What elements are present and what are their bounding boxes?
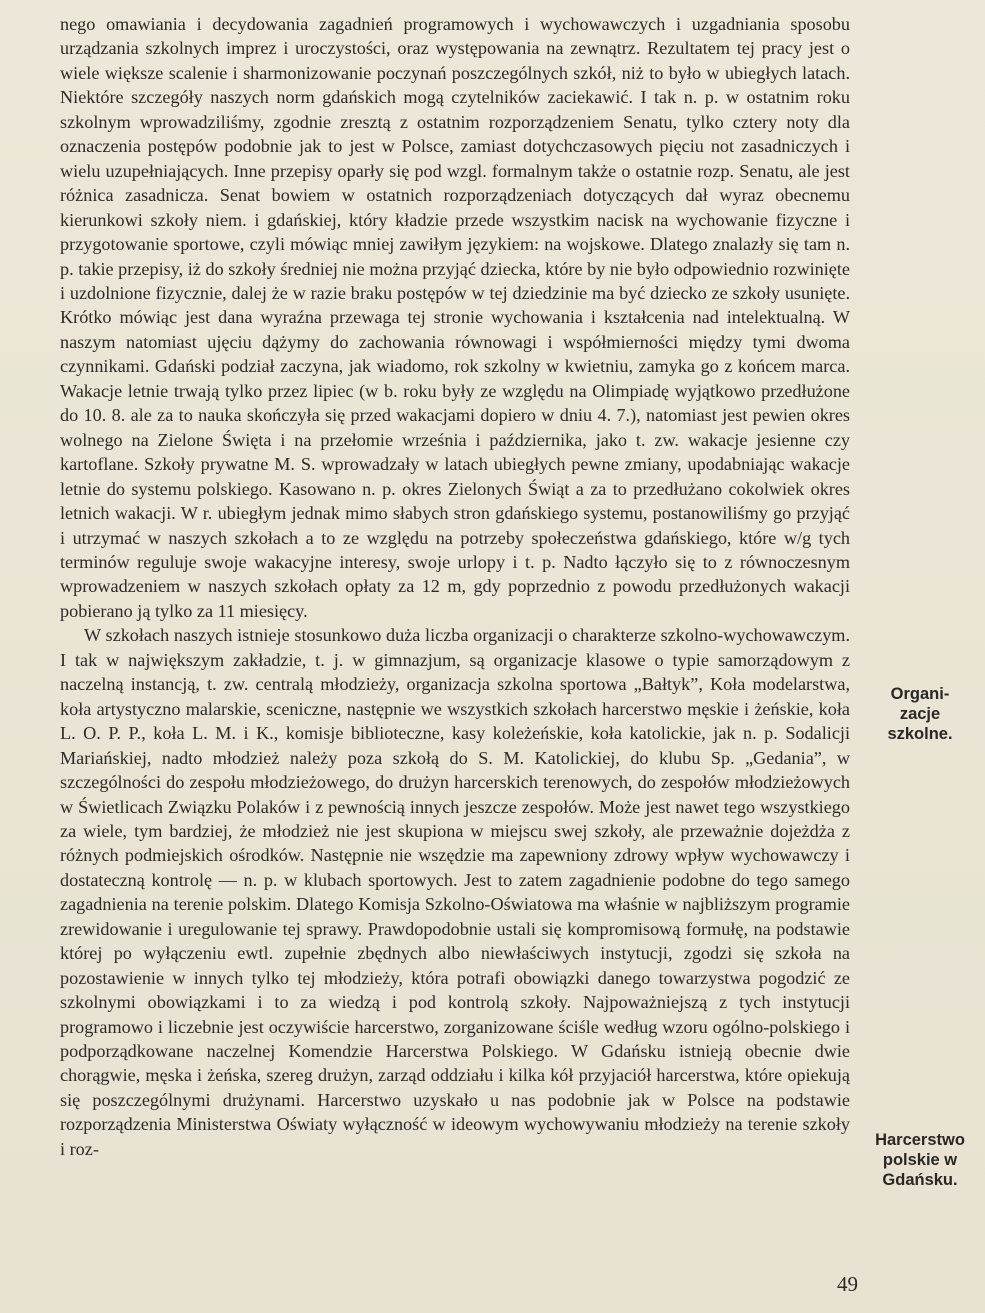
paragraph-organizacje: W szkołach naszych istnieje stosunkowo duża liczba organizacji o charakterze szkolno-wychowawczym. I tak w największym zakładzie, t. j. w gimnazjum, są organizacje klasowe o typie samorządowym z naczelną instancją, t. zw. centralą młodzieży, organizacja szkolna sportowa „Bałtyk”, Koła modelarstwa, koła artystyczno malarskie, sceniczne, następnie we wszystkich szkołach harcerstwo męskie i żeńskie, koła L. O. P. P., koła L. M. i K., komisje biblioteczne, kasy koleżeńskie, koła katolickie, jak n. p. Sodalicji Mariańskiej, nadto młodzież należy poza szkołą do S. M. Katolickiej, do klubu Sp. „Gedania”, w szczególności do zespołu młodzieżowego, do drużyn harcerskich terenowych, do zespołów młodzieżowych w Świetlicach Związku Polaków i z pewnością innych jeszcze zespołów. Może jest nawet tego wszystkiego za wiele, tym bardziej, że młodzież nie jest skupiona w miejscu swej szkoły, ale przeważnie dojeżdża z różnych podmiejskich ośrodków. Następnie nie wszędzie ma zapewniony zdrowy wpływ wychowawczy i dostateczną kontrolę — n. p. w klubach sportowych. Jest to zatem zagadnienie podobne do tego samego zagadnienia na terenie polskim. Dlatego Komisja Szkolno-Oświatowa ma właśnie w najbliższym programie zrewidowanie i uregulowanie tej sprawy. Prawdopodobnie ustali się kompromisową formułę, na podstawie której po wyłączeniu ewtl. zupełnie zbędnych albo niewłaściwych instytucji, zgodzi się szkoła na pozostawienie w innych tylko tej młodzieży, która potrafi obowiązki danego towarzystwa pogodzić ze szkolnymi obowiązkami i to za wiedzą i pod kontrolą szkoły. Najpoważniejszą z tych instytucji programowo i liczebnie jest oczywiście harcerstwo, zorganizowane ściśle według wzoru ogólno-polskiego i podporządkowane naczelnej Komendzie Harcerstwa Polskiego. W Gdańsku istnieją obecnie dwie chorągwie, męska i żeńska, szereg drużyn, zarząd oddziału i kilka kół przyjaciół harcerstwa, które opiekują się poszczególnymi drużynami. Harcerstwo uzyskało u nas podobnie jak w Polsce na podstawie rozporządzenia Ministerstwa Oświaty wyłączność w ideowym wychowywaniu młodzieży na terenie szkoły i roz- <box>60 625 850 1159</box>
margin-note-line: szkolne. <box>887 725 953 743</box>
margin-note-line: Harcerstwo <box>875 1131 965 1149</box>
margin-note-organizacje <box>868 684 972 744</box>
body-text <box>60 12 850 1161</box>
paragraph-wakacje: nego omawiania i decydowania zagadnień programowych i wychowawczych i uzgadniania sposobu urządzania szkolnych imprez i uroczystości, oraz występowania na zewnątrz. Rezultatem tej pracy jest o wiele większe scalenie i sharmonizowanie poczynań poszczególnych szkół, niż to było w ubiegłych latach. Niektóre szczegóły naszych norm gdańskich mogą czytelników zaciekawić. I tak n. p. w ostatnim roku szkolnym wprowadziliśmy, zgodnie zresztą z ostatnim rozporządzeniem Senatu, tylko cztery noty dla oznaczenia postępów podobnie jak to jest w Polsce, zamiast dotychczasowych pięciu not zasadniczych i wielu uzupełniających. Inne przepisy oparły się pod wzgl. formalnym także o ostatnie rozp. Senatu, ale jest różnica zasadnicza. Senat bowiem w ostatnich rozporządzeniach dotyczących dał wyraz obecnemu kierunkowi szkoły niem. i gdańskiej, który kładzie przede wszystkim nacisk na wychowanie fizyczne i przygotowanie sportowe, czyli mówiąc mniej zawiłym językiem: na wojskowe. Dlatego znalazły się tam n. p. takie przepisy, iż do szkoły średniej nie można przyjąć dziecka, które by nie było odpowiednio rozwinięte i uzdolnione fizycznie, dalej że w razie braku postępów w tej dziedzinie ma być dziecko ze szkoły usunięte. Krótko mówiąc jest dana wyraźna przewaga tej stronie wychowania i kształcenia nad intelektualną. W naszym natomiast ujęciu dążymy do zachowania równowagi i współmierności między tymi dwoma czynnikami. Gdański podział zaczyna, jak wiadomo, rok szkolny w kwietniu, zamyka go z końcem marca. Wakacje letnie trwają tylko przez lipiec (w b. roku były ze względu na Olimpiadę wyjątkowo przedłużone do 10. 8. ale za to nauka skończyła się przed wakacjami dopiero w dniu 4. 7.), natomiast jest pewien okres wolnego na Zielone Święta i na przełomie września i października, jako t. zw. wakacje jesienne czy kartoflane. Szkoły prywatne M. S. wprowadzały w latach ubiegłych pewne zmiany, upodabniając wakacje letnie do systemu polskiego. Kasowano n. p. okres Zielonych Świąt a za to przedłużano cokolwiek okres letnich wakacji. W r. ubiegłym jednak mimo słabych stron gdańskiego systemu, postanowiliśmy go przyjąć i utrzymać w naszych szkołach a to ze względu na potrzeby społeczeństwa gdańskiego, które w/g tych terminów reguluje swoje wakacyjne interesy, swoje urlopy i t. p. Nadto łączyło się to z równoczesnym wprowadzeniem w naszych szkołach opłaty za 12 m, gdy poprzednio z powodu przedłużonych wakacji pobierano ją tylko za 11 miesięcy. <box>60 14 850 621</box>
margin-note-line: Organi- <box>890 685 950 703</box>
page-number: 49 <box>837 1272 858 1296</box>
margin-note-line: zacje <box>899 705 941 723</box>
margin-note-line: polskie w <box>882 1151 958 1169</box>
margin-note-line: Gdańsku. <box>882 1171 958 1189</box>
margin-note-harcerstwo <box>868 1130 972 1190</box>
